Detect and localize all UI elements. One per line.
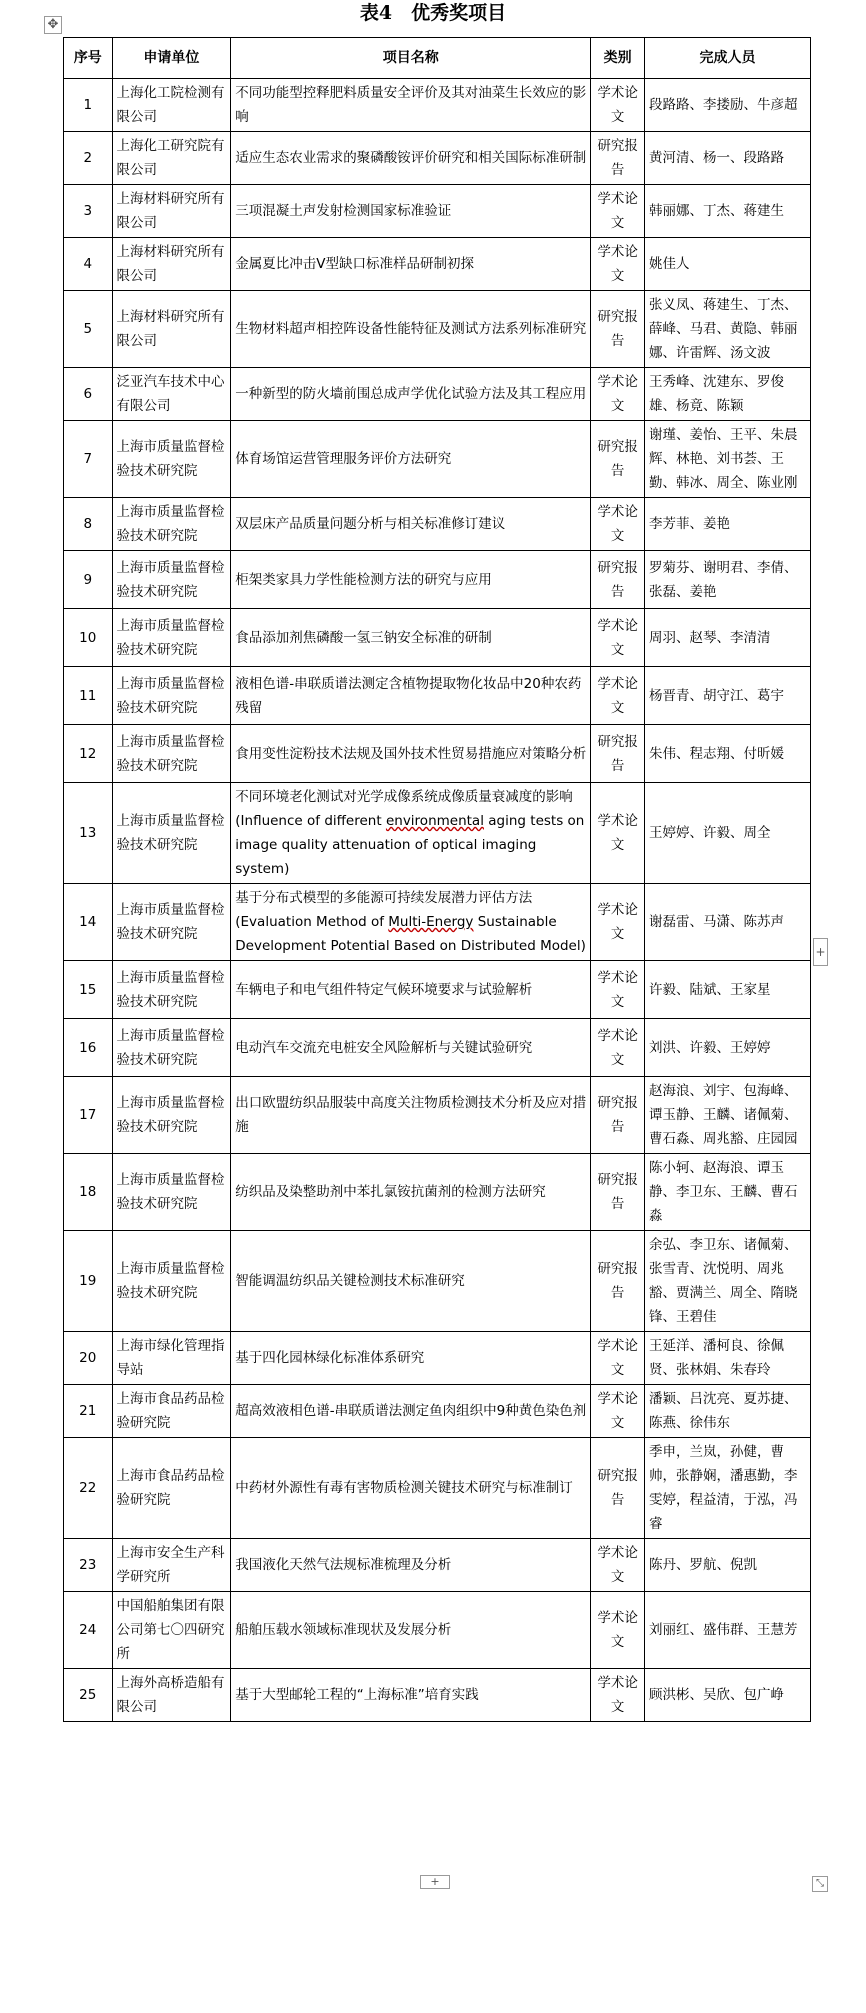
project-name: 船舶压载水领域标准现状及发展分析	[231, 1592, 591, 1669]
header-unit: 申请单位	[112, 38, 231, 79]
project-name: 车辆电子和电气组件特定气候环境要求与试验解析	[231, 961, 591, 1019]
project-name: 不同功能型控释肥料质量安全评价及其对油菜生长效应的影响	[231, 79, 591, 132]
project-name: 食用变性淀粉技术法规及国外技术性贸易措施应对策略分析	[231, 725, 591, 783]
project-name-part: aging tests on image quality attenuation of optical imaging system)	[235, 813, 585, 877]
applicant-unit: 上海化工院检测有限公司	[112, 79, 231, 132]
table-move-handle-icon[interactable]: ✥	[44, 16, 62, 34]
team-members: 朱伟、程志翔、付昕媛	[644, 725, 810, 783]
team-members: 顾洪彬、吴欣、包广峥	[644, 1669, 810, 1722]
applicant-unit: 上海化工研究院有限公司	[112, 132, 231, 185]
team-members: 王婷婷、许毅、周全	[644, 783, 810, 884]
row-number: 8	[64, 498, 113, 551]
spellcheck-underlined-word: Multi-Energy	[388, 914, 474, 930]
row-number: 13	[64, 783, 113, 884]
table-row	[64, 1154, 811, 1231]
team-members: 李芳菲、姜艳	[644, 498, 810, 551]
project-name: 电动汽车交流充电桩安全风险解析与关键试验研究	[231, 1019, 591, 1077]
table-row	[64, 1539, 811, 1592]
team-members: 张义凤、蒋建生、丁杰、薛峰、马君、黄隐、韩丽娜、许雷辉、汤文波	[644, 291, 810, 368]
table-row	[64, 1592, 811, 1669]
category: 研究报告	[591, 1438, 645, 1539]
applicant-unit: 上海市质量监督检验技术研究院	[112, 884, 231, 961]
spellcheck-underlined-word: environmental	[385, 813, 484, 829]
team-members: 段路路、李搂励、牛彦超	[644, 79, 810, 132]
header-people: 完成人员	[644, 38, 810, 79]
applicant-unit: 中国船舶集团有限公司第七〇四研究所	[112, 1592, 231, 1669]
applicant-unit: 上海材料研究所有限公司	[112, 291, 231, 368]
category: 学术论文	[591, 1669, 645, 1722]
project-name: 一种新型的防火墙前围总成声学优化试验方法及其工程应用	[231, 368, 591, 421]
table-row	[64, 79, 811, 132]
row-number: 2	[64, 132, 113, 185]
row-number: 3	[64, 185, 113, 238]
applicant-unit: 上海市质量监督检验技术研究院	[112, 498, 231, 551]
category: 学术论文	[591, 667, 645, 725]
category: 学术论文	[591, 1019, 645, 1077]
table-resize-icon[interactable]: ⤡	[812, 1876, 828, 1892]
project-name: 基于四化园林绿化标准体系研究	[231, 1332, 591, 1385]
row-number: 17	[64, 1077, 113, 1154]
table-row	[64, 1669, 811, 1722]
row-number: 7	[64, 421, 113, 498]
category: 学术论文	[591, 1539, 645, 1592]
row-number: 14	[64, 884, 113, 961]
team-members: 王秀峰、沈建东、罗俊雄、杨竟、陈颖	[644, 368, 810, 421]
project-name: 纺织品及染整助剂中苯扎氯铵抗菌剂的检测方法研究	[231, 1154, 591, 1231]
category: 研究报告	[591, 421, 645, 498]
row-number: 6	[64, 368, 113, 421]
category: 研究报告	[591, 725, 645, 783]
applicant-unit: 上海材料研究所有限公司	[112, 238, 231, 291]
project-name: 食品添加剂焦磷酸一氢三钠安全标准的研制	[231, 609, 591, 667]
category: 研究报告	[591, 291, 645, 368]
project-name: 我国液化天然气法规标准梳理及分析	[231, 1539, 591, 1592]
team-members: 刘洪、许毅、王婷婷	[644, 1019, 810, 1077]
awards-table	[63, 37, 811, 1722]
row-number: 1	[64, 79, 113, 132]
category: 研究报告	[591, 132, 645, 185]
project-name-part: 不同环境老化测试对光学成像系统成像质量衰减度的影响(Influence of different	[235, 789, 573, 829]
row-number: 16	[64, 1019, 113, 1077]
applicant-unit: 上海市质量监督检验技术研究院	[112, 667, 231, 725]
team-members: 谢瑾、姜怡、王平、朱晨辉、林艳、刘书荟、王勤、韩冰、周全、陈业刚	[644, 421, 810, 498]
table-row	[64, 421, 811, 498]
category: 学术论文	[591, 884, 645, 961]
project-name: 体育场馆运营管理服务评价方法研究	[231, 421, 591, 498]
table-title: 表4 优秀奖项目	[359, 2, 507, 24]
table-row	[64, 238, 811, 291]
project-name: 中药材外源性有毒有害物质检测关键技术研究与标准制订	[231, 1438, 591, 1539]
table-body	[64, 79, 811, 1722]
project-name	[231, 884, 591, 961]
project-name: 基于大型邮轮工程的“上海标准”培育实践	[231, 1669, 591, 1722]
team-members: 黄河清、杨一、段路路	[644, 132, 810, 185]
table-row	[64, 1231, 811, 1332]
category: 研究报告	[591, 1154, 645, 1231]
table-row	[64, 551, 811, 609]
applicant-unit: 上海市质量监督检验技术研究院	[112, 961, 231, 1019]
project-name: 出口欧盟纺织品服装中高度关注物质检测技术分析及应对措施	[231, 1077, 591, 1154]
table-row	[64, 185, 811, 238]
header-type: 类别	[591, 38, 645, 79]
table-row	[64, 884, 811, 961]
applicant-unit: 上海市食品药品检验研究院	[112, 1438, 231, 1539]
applicant-unit: 上海市质量监督检验技术研究院	[112, 783, 231, 884]
category: 学术论文	[591, 1385, 645, 1438]
row-number: 23	[64, 1539, 113, 1592]
table-row	[64, 498, 811, 551]
project-name: 生物材料超声相控阵设备性能特征及测试方法系列标准研究	[231, 291, 591, 368]
applicant-unit: 上海市质量监督检验技术研究院	[112, 609, 231, 667]
table-row	[64, 368, 811, 421]
team-members: 刘丽红、盛伟群、王慧芳	[644, 1592, 810, 1669]
team-members: 姚佳人	[644, 238, 810, 291]
category: 学术论文	[591, 498, 645, 551]
row-number: 15	[64, 961, 113, 1019]
category: 学术论文	[591, 1592, 645, 1669]
table-row	[64, 961, 811, 1019]
team-members: 陈小轲、赵海浪、谭玉静、李卫东、王麟、曹石淼	[644, 1154, 810, 1231]
category: 学术论文	[591, 961, 645, 1019]
row-number: 9	[64, 551, 113, 609]
team-members: 许毅、陆斌、王家星	[644, 961, 810, 1019]
category: 学术论文	[591, 185, 645, 238]
project-name: 三项混凝土声发射检测国家标准验证	[231, 185, 591, 238]
category: 学术论文	[591, 368, 645, 421]
category: 学术论文	[591, 609, 645, 667]
applicant-unit: 泛亚汽车技术中心有限公司	[112, 368, 231, 421]
row-number: 10	[64, 609, 113, 667]
header-no: 序号	[64, 38, 113, 79]
table-row	[64, 783, 811, 884]
applicant-unit: 上海市质量监督检验技术研究院	[112, 1231, 231, 1332]
team-members: 杨晋青、胡守江、葛宇	[644, 667, 810, 725]
add-column-icon[interactable]: +	[813, 938, 828, 966]
table-row	[64, 667, 811, 725]
project-name-part: Sustainable Development Potential Based on Distributed Model)	[235, 914, 586, 954]
table-row	[64, 132, 811, 185]
project-name	[231, 783, 591, 884]
category: 研究报告	[591, 1077, 645, 1154]
category: 研究报告	[591, 1231, 645, 1332]
row-number: 20	[64, 1332, 113, 1385]
row-number: 21	[64, 1385, 113, 1438]
project-name: 金属夏比冲击V型缺口标准样品研制初探	[231, 238, 591, 291]
applicant-unit: 上海材料研究所有限公司	[112, 185, 231, 238]
team-members: 王延洋、潘柯良、徐佩贤、张林娟、朱春玲	[644, 1332, 810, 1385]
applicant-unit: 上海市质量监督检验技术研究院	[112, 421, 231, 498]
applicant-unit: 上海市安全生产科学研究所	[112, 1539, 231, 1592]
project-name: 适应生态农业需求的聚磷酸铵评价研究和相关国际标准研制	[231, 132, 591, 185]
team-members: 季申，兰岚，孙健，曹帅，张静娴，潘惠勤，李雯婷，程益清，于泓，冯睿	[644, 1438, 810, 1539]
header-row	[64, 38, 811, 79]
row-number: 11	[64, 667, 113, 725]
table-row	[64, 1385, 811, 1438]
applicant-unit: 上海市绿化管理指导站	[112, 1332, 231, 1385]
row-number: 18	[64, 1154, 113, 1231]
project-name-part: 基于分布式模型的多能源可持续发展潜力评估方法(Evaluation Method of	[235, 890, 533, 930]
row-number: 5	[64, 291, 113, 368]
project-name: 超高效液相色谱-串联质谱法测定鱼肉组织中9种黄色染色剂	[231, 1385, 591, 1438]
row-number: 22	[64, 1438, 113, 1539]
team-members: 赵海浪、刘宇、包海峰、谭玉静、王麟、诸佩菊、曹石淼、周兆豁、庄园园	[644, 1077, 810, 1154]
team-members: 谢磊雷、马潇、陈苏声	[644, 884, 810, 961]
row-number: 24	[64, 1592, 113, 1669]
table-row	[64, 291, 811, 368]
project-name: 柜架类家具力学性能检测方法的研究与应用	[231, 551, 591, 609]
row-number: 12	[64, 725, 113, 783]
table-row	[64, 1077, 811, 1154]
category: 研究报告	[591, 551, 645, 609]
table-row	[64, 1332, 811, 1385]
table-row	[64, 1438, 811, 1539]
team-members: 罗菊芬、谢明君、李倩、张磊、姜艳	[644, 551, 810, 609]
category: 学术论文	[591, 79, 645, 132]
applicant-unit: 上海市食品药品检验研究院	[112, 1385, 231, 1438]
applicant-unit: 上海市质量监督检验技术研究院	[112, 1019, 231, 1077]
category: 学术论文	[591, 238, 645, 291]
applicant-unit: 上海外高桥造船有限公司	[112, 1669, 231, 1722]
applicant-unit: 上海市质量监督检验技术研究院	[112, 1077, 231, 1154]
team-members: 潘颖、吕沈亮、夏苏捷、陈燕、徐伟东	[644, 1385, 810, 1438]
team-members: 陈丹、罗航、倪凯	[644, 1539, 810, 1592]
applicant-unit: 上海市质量监督检验技术研究院	[112, 725, 231, 783]
team-members: 韩丽娜、丁杰、蒋建生	[644, 185, 810, 238]
row-number: 4	[64, 238, 113, 291]
table-row	[64, 725, 811, 783]
team-members: 周羽、赵琴、李清清	[644, 609, 810, 667]
table-row	[64, 609, 811, 667]
row-number: 25	[64, 1669, 113, 1722]
row-number: 19	[64, 1231, 113, 1332]
project-name: 智能调温纺织品关键检测技术标准研究	[231, 1231, 591, 1332]
project-name: 双层床产品质量问题分析与相关标准修订建议	[231, 498, 591, 551]
table-row	[64, 1019, 811, 1077]
category: 学术论文	[591, 1332, 645, 1385]
category: 学术论文	[591, 783, 645, 884]
applicant-unit: 上海市质量监督检验技术研究院	[112, 1154, 231, 1231]
add-row-icon[interactable]: +	[420, 1875, 450, 1889]
header-project-name: 项目名称	[231, 38, 591, 79]
project-name: 液相色谱-串联质谱法测定含植物提取物化妆品中20种农药残留	[231, 667, 591, 725]
applicant-unit: 上海市质量监督检验技术研究院	[112, 551, 231, 609]
team-members: 余弘、李卫东、诸佩菊、张雪青、沈悦明、周兆豁、贾满兰、周全、隋晓锋、王碧佳	[644, 1231, 810, 1332]
